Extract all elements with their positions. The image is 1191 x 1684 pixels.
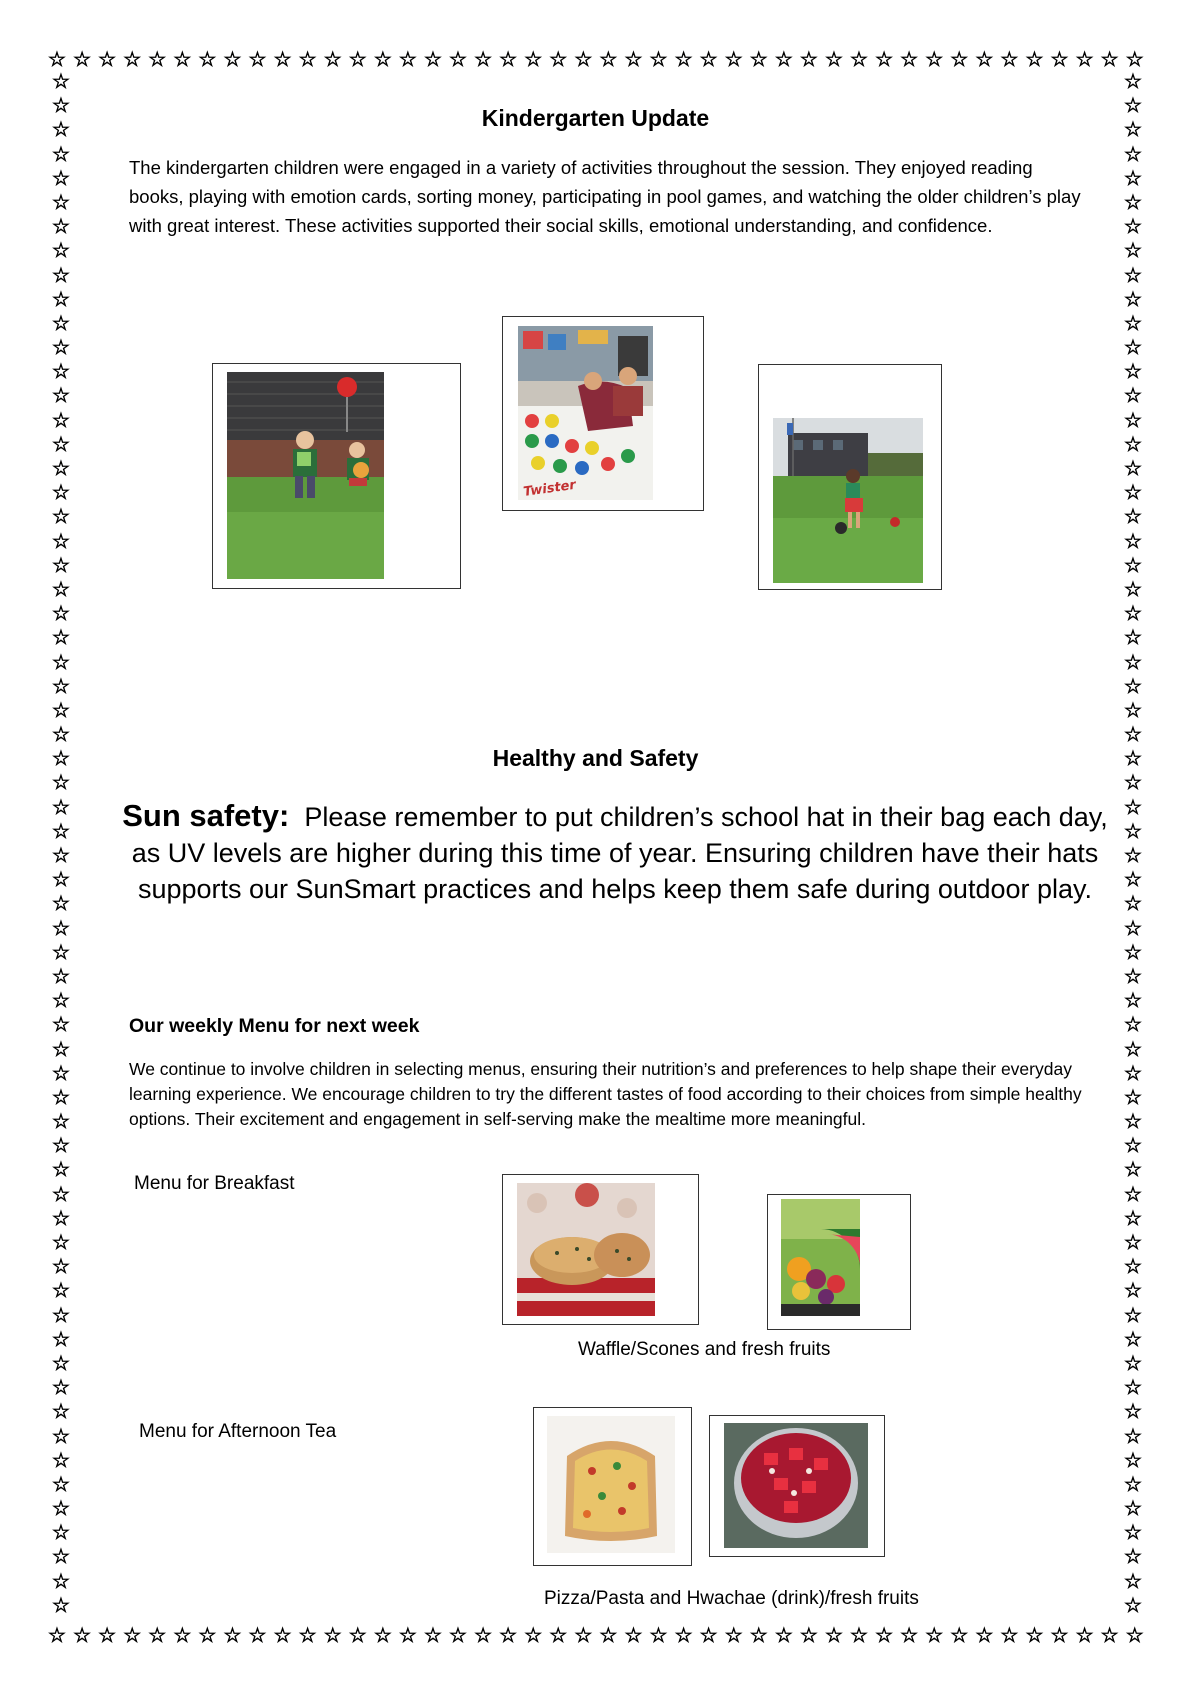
border-star-icon: ☆ — [98, 47, 117, 71]
border-star-icon: ☆ — [52, 1471, 70, 1496]
border-star-icon: ☆ — [52, 93, 70, 118]
star-border-top — [48, 48, 1144, 70]
border-star-icon: ☆ — [348, 1623, 367, 1647]
menu-heading: Our weekly Menu for next week — [129, 1015, 420, 1037]
border-star-icon: ☆ — [52, 286, 70, 311]
border-star-icon: ☆ — [1124, 1520, 1142, 1545]
border-star-icon: ☆ — [1025, 1623, 1044, 1647]
border-star-icon: ☆ — [1124, 1205, 1142, 1230]
border-star-icon: ☆ — [52, 310, 70, 335]
border-star-icon: ☆ — [52, 1568, 70, 1593]
border-star-icon: ☆ — [52, 1084, 70, 1109]
border-star-icon: ☆ — [649, 1623, 668, 1647]
border-star-icon: ☆ — [449, 1623, 467, 1647]
border-star-icon: ☆ — [148, 47, 167, 71]
border-star-icon: ☆ — [52, 794, 70, 819]
border-star-icon: ☆ — [52, 1012, 70, 1037]
border-star-icon: ☆ — [52, 988, 70, 1013]
border-star-icon: ☆ — [52, 673, 70, 698]
fresh-fruits-photo — [781, 1199, 860, 1316]
border-star-icon: ☆ — [273, 1623, 292, 1647]
border-star-icon: ☆ — [1124, 1350, 1142, 1375]
border-star-icon: ☆ — [52, 262, 70, 287]
border-star-icon: ☆ — [52, 1520, 70, 1545]
border-star-icon: ☆ — [1124, 963, 1142, 988]
border-star-icon: ☆ — [52, 1205, 70, 1230]
border-star-icon: ☆ — [73, 1623, 91, 1647]
border-star-icon: ☆ — [1124, 456, 1142, 480]
border-star-icon: ☆ — [52, 1060, 70, 1085]
border-star-icon: ☆ — [975, 47, 994, 71]
border-star-icon: ☆ — [1124, 117, 1142, 142]
border-star-icon: ☆ — [52, 189, 70, 214]
border-star-icon: ☆ — [1124, 1399, 1142, 1424]
border-star-icon: ☆ — [1124, 141, 1142, 166]
border-star-icon: ☆ — [398, 1623, 417, 1647]
border-star-icon: ☆ — [52, 1447, 70, 1472]
border-star-icon: ☆ — [173, 47, 192, 71]
border-star-icon: ☆ — [1124, 722, 1142, 747]
border-star-icon: ☆ — [1124, 1423, 1142, 1448]
border-star-icon: ☆ — [1000, 1623, 1019, 1647]
border-star-icon: ☆ — [1124, 1181, 1142, 1206]
border-star-icon: ☆ — [52, 1254, 70, 1279]
border-star-icon: ☆ — [524, 1623, 543, 1647]
border-star-icon: ☆ — [423, 47, 442, 71]
border-star-icon: ☆ — [574, 1623, 593, 1647]
border-star-icon: ☆ — [1124, 93, 1142, 118]
border-star-icon: ☆ — [52, 1399, 70, 1424]
border-star-icon: ☆ — [1124, 818, 1142, 843]
border-star-icon: ☆ — [52, 480, 70, 505]
border-star-icon: ☆ — [52, 117, 70, 142]
border-star-icon: ☆ — [900, 47, 919, 71]
twister-mat-text: Twister — [522, 477, 577, 500]
border-star-icon: ☆ — [1124, 1278, 1142, 1303]
border-star-icon: ☆ — [52, 770, 70, 795]
border-star-icon: ☆ — [248, 47, 267, 71]
border-star-icon: ☆ — [1124, 407, 1142, 432]
border-star-icon: ☆ — [298, 47, 317, 71]
border-star-icon: ☆ — [1124, 576, 1142, 601]
border-star-icon: ☆ — [674, 1623, 693, 1647]
border-star-icon: ☆ — [323, 1623, 342, 1647]
border-star-icon: ☆ — [52, 335, 70, 360]
border-star-icon: ☆ — [1124, 770, 1142, 795]
border-star-icon: ☆ — [52, 625, 70, 650]
border-star-icon: ☆ — [52, 1350, 70, 1375]
border-star-icon: ☆ — [52, 1133, 70, 1158]
border-star-icon: ☆ — [699, 47, 718, 71]
border-star-icon: ☆ — [1124, 697, 1142, 722]
sun-safety-notice — [120, 798, 1110, 907]
border-star-icon: ☆ — [474, 1623, 492, 1647]
border-star-icon: ☆ — [52, 431, 70, 456]
border-star-icon: ☆ — [398, 47, 417, 71]
border-star-icon: ☆ — [950, 1623, 969, 1647]
border-star-icon: ☆ — [52, 843, 70, 867]
star-border-left — [52, 70, 70, 1616]
border-star-icon: ☆ — [48, 47, 66, 71]
border-star-icon: ☆ — [1124, 1060, 1142, 1085]
border-star-icon: ☆ — [52, 456, 70, 480]
border-star-icon: ☆ — [348, 47, 367, 71]
border-star-icon: ☆ — [1124, 673, 1142, 698]
border-star-icon: ☆ — [373, 1623, 392, 1647]
border-star-icon: ☆ — [1124, 359, 1142, 384]
border-star-icon: ☆ — [799, 1623, 818, 1647]
border-star-icon: ☆ — [549, 47, 568, 71]
border-star-icon: ☆ — [52, 359, 70, 384]
border-star-icon: ☆ — [223, 47, 242, 71]
border-star-icon: ☆ — [52, 407, 70, 432]
border-star-icon: ☆ — [824, 47, 843, 71]
border-star-icon: ☆ — [1100, 47, 1119, 71]
border-star-icon: ☆ — [323, 47, 342, 71]
children-playing-twister-photo — [518, 326, 653, 500]
border-star-icon: ☆ — [52, 1592, 70, 1617]
border-star-icon: ☆ — [1124, 1084, 1142, 1109]
border-star-icon: ☆ — [52, 1230, 70, 1254]
border-star-icon: ☆ — [1075, 1623, 1094, 1647]
scones-photo — [517, 1183, 655, 1316]
border-star-icon: ☆ — [1124, 286, 1142, 311]
children-playing-ball-photo — [227, 372, 384, 579]
border-star-icon: ☆ — [1124, 1568, 1142, 1593]
border-star-icon: ☆ — [1124, 601, 1142, 626]
border-star-icon: ☆ — [1124, 1592, 1142, 1617]
border-star-icon: ☆ — [52, 165, 70, 190]
border-star-icon: ☆ — [524, 47, 543, 71]
border-star-icon: ☆ — [499, 1623, 518, 1647]
hwachae-drink-photo — [724, 1423, 868, 1548]
star-border-bottom — [48, 1624, 1144, 1646]
border-star-icon: ☆ — [1075, 47, 1094, 71]
border-star-icon: ☆ — [1124, 1302, 1142, 1327]
border-star-icon: ☆ — [774, 1623, 793, 1647]
border-star-icon: ☆ — [549, 1623, 568, 1647]
border-star-icon: ☆ — [1050, 1623, 1069, 1647]
border-star-icon: ☆ — [52, 528, 70, 553]
border-star-icon: ☆ — [1124, 625, 1142, 650]
sun-safety-body: Please remember to put children’s school hat in their bag each day, as UV levels are higher during this time of year. Ensuring children have their hats supports our SunSmart practices and helps keep them safe during outdoor play. — [131, 802, 1108, 904]
border-star-icon: ☆ — [975, 1623, 994, 1647]
border-star-icon: ☆ — [298, 1623, 317, 1647]
border-star-icon: ☆ — [1050, 47, 1069, 71]
border-star-icon: ☆ — [1125, 1623, 1144, 1647]
border-star-icon: ☆ — [198, 1623, 217, 1647]
border-star-icon: ☆ — [52, 891, 70, 916]
border-star-icon: ☆ — [52, 1423, 70, 1448]
border-star-icon: ☆ — [699, 1623, 718, 1647]
border-star-icon: ☆ — [52, 915, 70, 940]
border-star-icon: ☆ — [223, 1623, 242, 1647]
border-star-icon: ☆ — [1124, 915, 1142, 940]
border-star-icon: ☆ — [724, 47, 743, 71]
border-star-icon: ☆ — [52, 1157, 70, 1182]
breakfast-caption: Waffle/Scones and fresh fruits — [578, 1339, 831, 1360]
border-star-icon: ☆ — [1124, 335, 1142, 360]
border-star-icon: ☆ — [1124, 794, 1142, 819]
border-star-icon: ☆ — [850, 1623, 868, 1647]
border-star-icon: ☆ — [52, 214, 70, 239]
border-star-icon: ☆ — [1124, 867, 1142, 892]
border-star-icon: ☆ — [824, 1623, 843, 1647]
border-star-icon: ☆ — [52, 141, 70, 166]
border-star-icon: ☆ — [52, 818, 70, 843]
border-star-icon: ☆ — [1125, 47, 1144, 71]
border-star-icon: ☆ — [1124, 480, 1142, 505]
border-star-icon: ☆ — [1124, 1133, 1142, 1158]
afternoon-tea-label: Menu for Afternoon Tea — [139, 1421, 337, 1442]
border-star-icon: ☆ — [950, 47, 969, 71]
menu-body: We continue to involve children in selecting menus, ensuring their nutrition’s and preferences to help shape their everyday learning experience. We encourage children to try the different tastes of food according to their choices from simple healthy options. Their excitement and engagement in self-serving make the mealtime more meaningful. — [129, 1059, 1082, 1129]
border-star-icon: ☆ — [1124, 189, 1142, 214]
border-star-icon: ☆ — [925, 47, 944, 71]
border-star-icon: ☆ — [1124, 310, 1142, 335]
border-star-icon: ☆ — [1124, 1447, 1142, 1472]
border-star-icon: ☆ — [925, 1623, 944, 1647]
pizza-photo — [547, 1416, 675, 1553]
border-star-icon: ☆ — [273, 47, 292, 71]
border-star-icon: ☆ — [1124, 843, 1142, 867]
border-star-icon: ☆ — [98, 1623, 117, 1647]
border-star-icon: ☆ — [52, 1375, 70, 1400]
border-star-icon: ☆ — [499, 47, 518, 71]
border-star-icon: ☆ — [1124, 383, 1142, 408]
border-star-icon: ☆ — [449, 47, 467, 71]
border-star-icon: ☆ — [1124, 1254, 1142, 1279]
border-star-icon: ☆ — [1124, 746, 1142, 771]
border-star-icon: ☆ — [52, 867, 70, 892]
border-star-icon: ☆ — [1124, 1157, 1142, 1182]
border-star-icon: ☆ — [52, 601, 70, 626]
border-star-icon: ☆ — [198, 47, 217, 71]
afternoon-tea-caption: Pizza/Pasta and Hwachae (drink)/fresh fruits — [544, 1588, 919, 1609]
border-star-icon: ☆ — [1124, 504, 1142, 529]
border-star-icon: ☆ — [1124, 1496, 1142, 1521]
border-star-icon: ☆ — [474, 47, 492, 71]
border-star-icon: ☆ — [1124, 528, 1142, 553]
girl-kicking-ball-photo — [773, 418, 923, 583]
border-star-icon: ☆ — [73, 47, 91, 71]
border-star-icon: ☆ — [1100, 1623, 1119, 1647]
border-star-icon: ☆ — [774, 47, 793, 71]
border-star-icon: ☆ — [850, 47, 868, 71]
border-star-icon: ☆ — [423, 1623, 442, 1647]
border-star-icon: ☆ — [799, 47, 818, 71]
health-title: Healthy and Safety — [492, 745, 699, 771]
border-star-icon: ☆ — [724, 1623, 743, 1647]
border-star-icon: ☆ — [875, 47, 893, 71]
border-star-icon: ☆ — [52, 1109, 70, 1134]
border-star-icon: ☆ — [123, 1623, 142, 1647]
border-star-icon: ☆ — [1124, 1544, 1142, 1569]
border-star-icon: ☆ — [248, 1623, 267, 1647]
border-star-icon: ☆ — [1124, 165, 1142, 190]
border-star-icon: ☆ — [624, 47, 643, 71]
border-star-icon: ☆ — [52, 1496, 70, 1521]
border-star-icon: ☆ — [1025, 47, 1044, 71]
border-star-icon: ☆ — [674, 47, 693, 71]
border-star-icon: ☆ — [1124, 238, 1142, 263]
kindergarten-body: The kindergarten children were engaged in a variety of activities throughout the session. They enjoyed reading books, playing with emotion cards, sorting money, participating in pool games, and watching the older children’s play with great interest. These activities supported their social skills, emotional understanding, and confidence. — [129, 157, 1081, 236]
border-star-icon: ☆ — [52, 238, 70, 263]
border-star-icon: ☆ — [574, 47, 593, 71]
border-star-icon: ☆ — [52, 649, 70, 674]
border-star-icon: ☆ — [1124, 552, 1142, 577]
border-star-icon: ☆ — [52, 576, 70, 601]
border-star-icon: ☆ — [52, 1036, 70, 1061]
border-star-icon: ☆ — [599, 47, 618, 71]
border-star-icon: ☆ — [1124, 988, 1142, 1013]
border-star-icon: ☆ — [1124, 431, 1142, 456]
border-star-icon: ☆ — [1000, 47, 1019, 71]
border-star-icon: ☆ — [52, 1181, 70, 1206]
border-star-icon: ☆ — [52, 504, 70, 529]
border-star-icon: ☆ — [52, 722, 70, 747]
kindergarten-title: Kindergarten Update — [481, 105, 710, 131]
border-star-icon: ☆ — [52, 383, 70, 408]
border-star-icon: ☆ — [52, 69, 70, 93]
sun-safety-lead: Sun safety: — [122, 798, 290, 833]
star-border-right — [1124, 70, 1142, 1616]
border-star-icon: ☆ — [52, 1544, 70, 1569]
border-star-icon: ☆ — [875, 1623, 893, 1647]
border-star-icon: ☆ — [52, 939, 70, 964]
border-star-icon: ☆ — [749, 47, 768, 71]
border-star-icon: ☆ — [173, 1623, 192, 1647]
border-star-icon: ☆ — [148, 1623, 167, 1647]
border-star-icon: ☆ — [1124, 1036, 1142, 1061]
border-star-icon: ☆ — [900, 1623, 919, 1647]
border-star-icon: ☆ — [52, 1278, 70, 1303]
border-star-icon: ☆ — [1124, 649, 1142, 674]
border-star-icon: ☆ — [1124, 1326, 1142, 1351]
border-star-icon: ☆ — [1124, 262, 1142, 287]
border-star-icon: ☆ — [52, 697, 70, 722]
border-star-icon: ☆ — [599, 1623, 618, 1647]
border-star-icon: ☆ — [52, 1302, 70, 1327]
border-star-icon: ☆ — [52, 746, 70, 771]
border-star-icon: ☆ — [1124, 891, 1142, 916]
border-star-icon: ☆ — [1124, 1012, 1142, 1037]
border-star-icon: ☆ — [624, 1623, 643, 1647]
breakfast-label: Menu for Breakfast — [134, 1173, 295, 1194]
border-star-icon: ☆ — [52, 552, 70, 577]
border-star-icon: ☆ — [1124, 1230, 1142, 1254]
border-star-icon: ☆ — [1124, 939, 1142, 964]
border-star-icon: ☆ — [123, 47, 142, 71]
border-star-icon: ☆ — [52, 1326, 70, 1351]
border-star-icon: ☆ — [52, 963, 70, 988]
border-star-icon: ☆ — [1124, 214, 1142, 239]
border-star-icon: ☆ — [649, 47, 668, 71]
border-star-icon: ☆ — [1124, 1471, 1142, 1496]
border-star-icon: ☆ — [373, 47, 392, 71]
border-star-icon: ☆ — [1124, 1109, 1142, 1134]
border-star-icon: ☆ — [749, 1623, 768, 1647]
border-star-icon: ☆ — [1124, 69, 1142, 93]
border-star-icon: ☆ — [1124, 1375, 1142, 1400]
border-star-icon: ☆ — [48, 1623, 66, 1647]
